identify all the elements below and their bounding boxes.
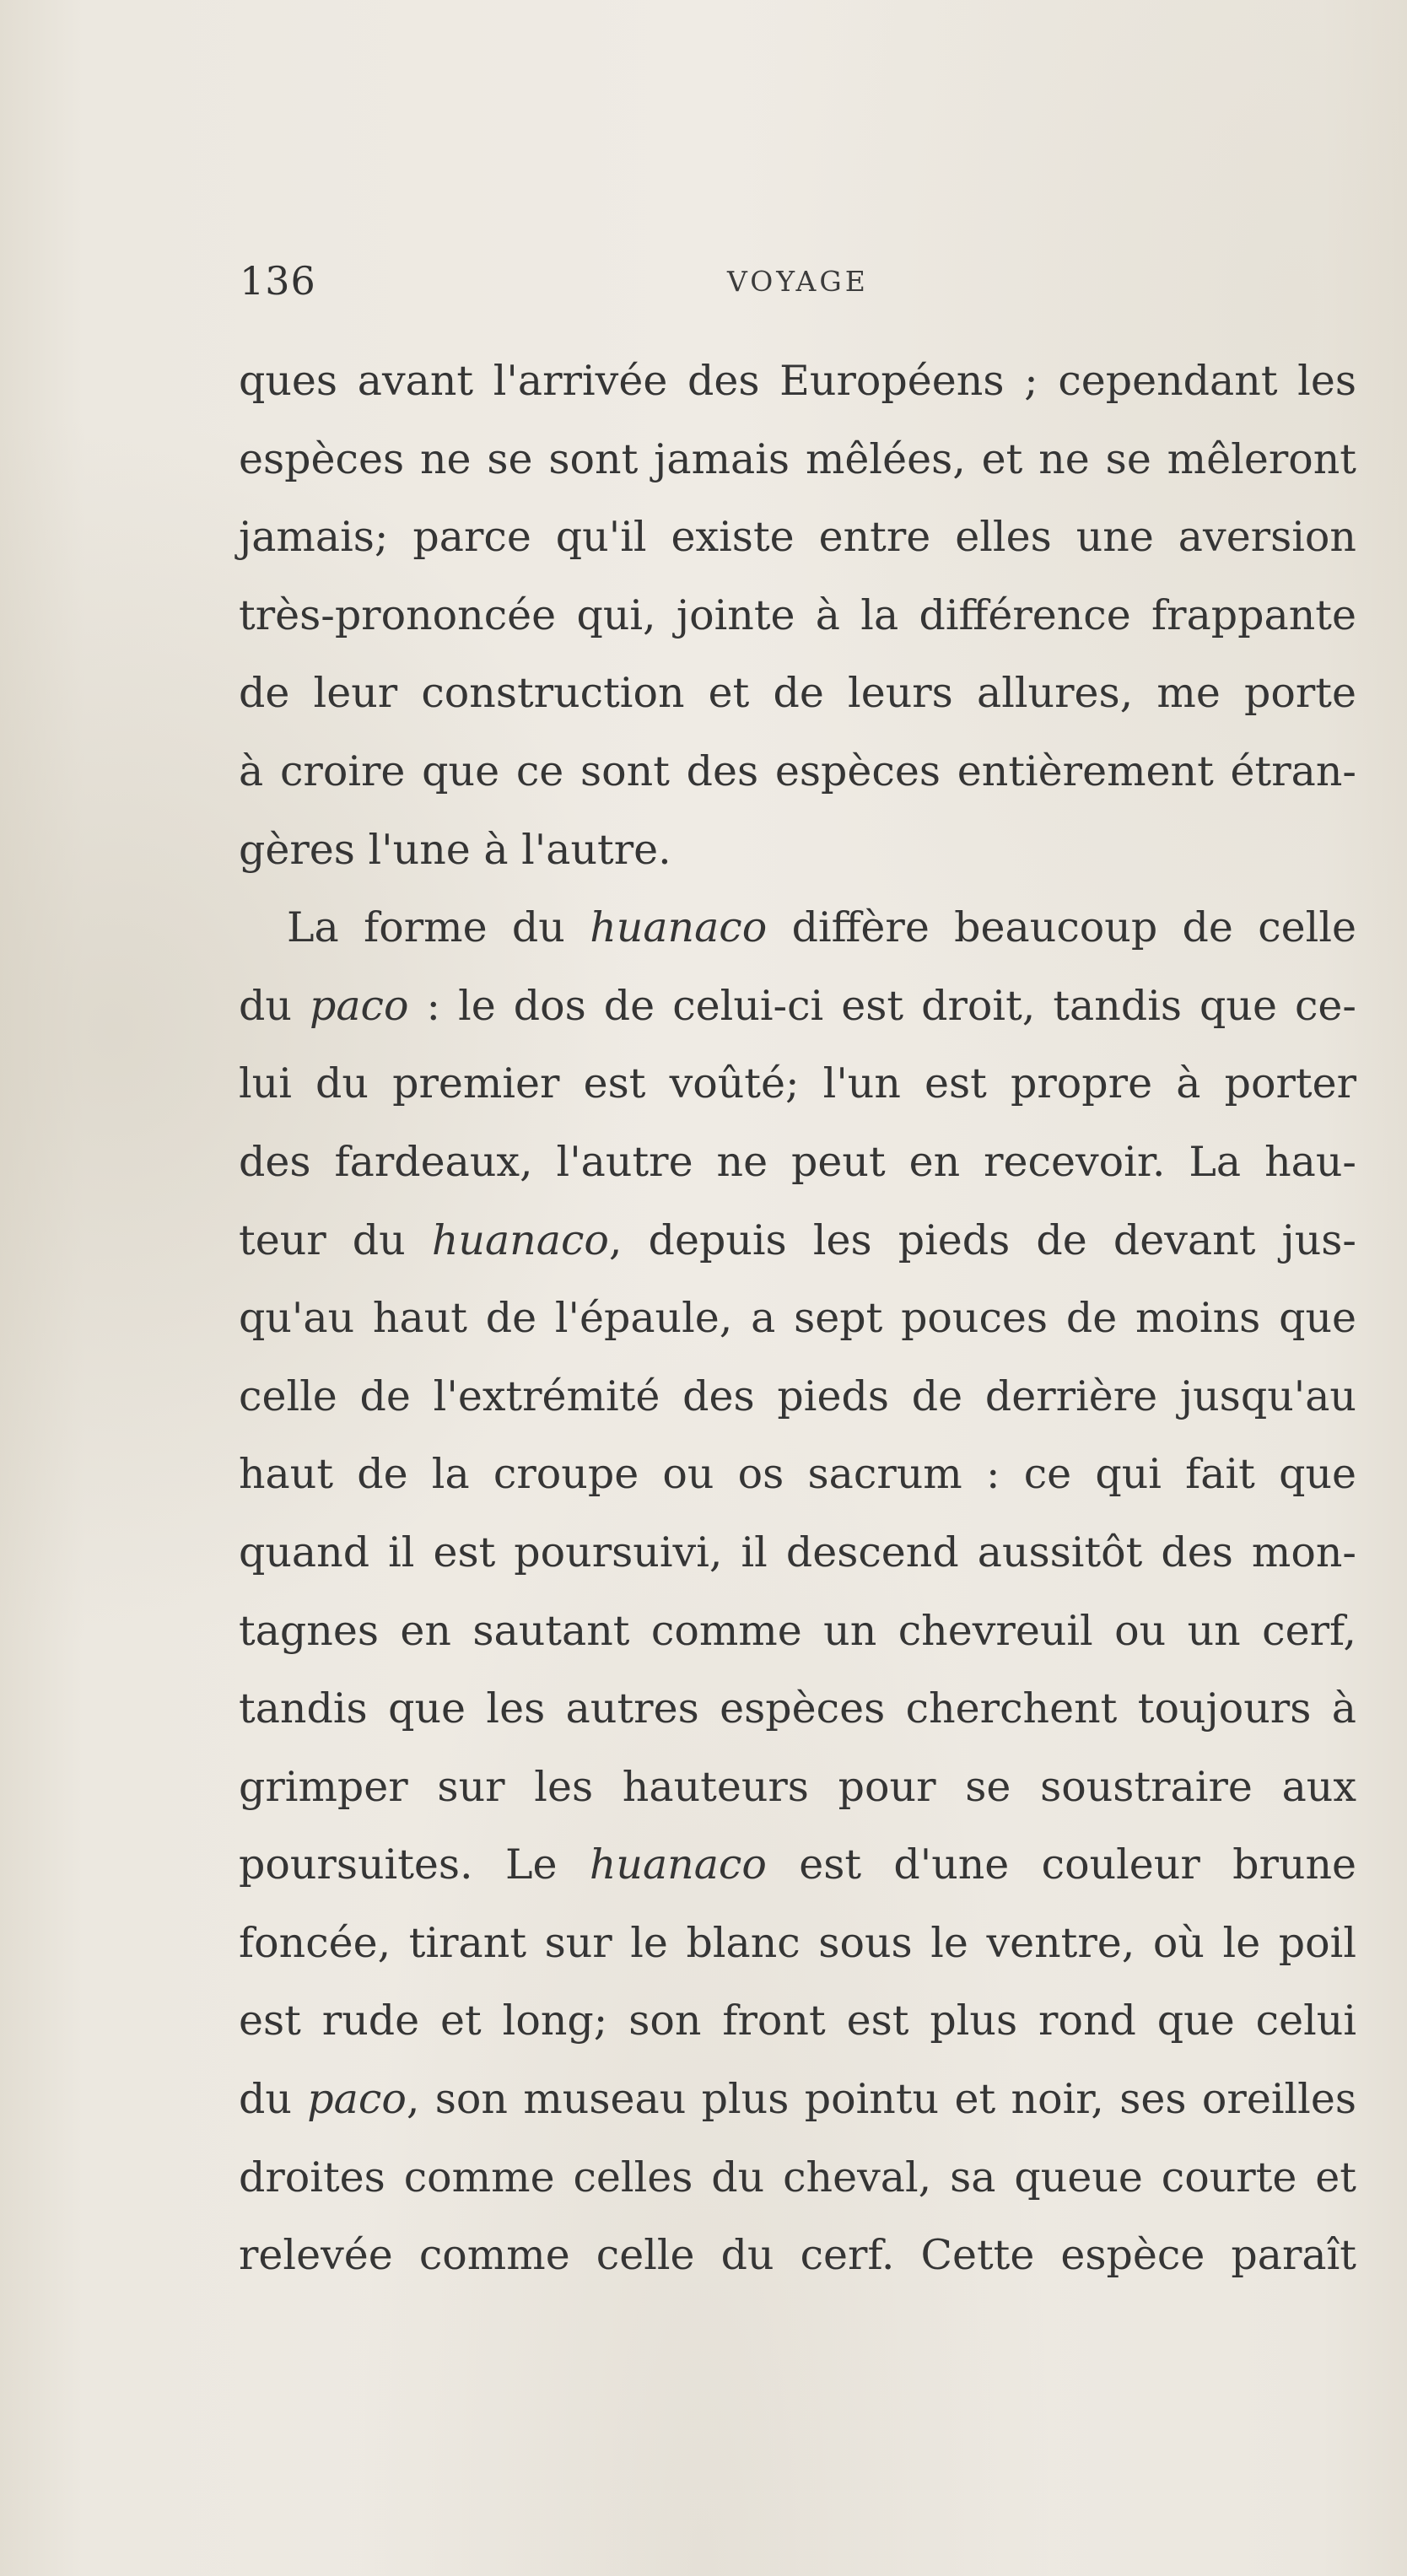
- text-line: tandis que les autres espèces cherchent toujours à: [239, 1684, 1356, 1733]
- text-line: du paco, son museau plus pointu et noir, ses oreilles: [239, 2075, 1356, 2124]
- text-line: qu'au haut de l'épaule, a sept pouces de moins que: [239, 1294, 1356, 1343]
- text-line: foncée, tirant sur le blanc sous le ventre, où le poil: [239, 1918, 1356, 1967]
- running-head: VOYAGE: [727, 265, 869, 298]
- italic-term: huanaco: [590, 903, 768, 952]
- text-line: quand il est poursuivi, il descend aussitôt des mon-: [239, 1528, 1356, 1576]
- text-line: jamais; parce qu'il existe entre elles une aversion: [239, 513, 1356, 562]
- italic-term: huanaco: [589, 1840, 767, 1889]
- paragraph-start-line: La forme du huanaco diffère beaucoup de celle: [287, 903, 1356, 952]
- paragraph-end-line: gères l'une à l'autre.: [239, 825, 671, 874]
- italic-term: paco: [309, 981, 409, 1030]
- text-line: poursuites. Le huanaco est d'une couleur brune: [239, 1840, 1356, 1889]
- text-line: grimper sur les hauteurs pour se soustraire aux: [239, 1762, 1356, 1811]
- italic-term: huanaco: [431, 1215, 609, 1264]
- text-line: de leur construction et de leurs allures, me porte: [239, 669, 1356, 718]
- text-line: relevée comme celle du cerf. Cette espèce paraît: [239, 2231, 1356, 2280]
- text-line: teur du huanaco, depuis les pieds de devant jus-: [239, 1215, 1356, 1264]
- body-text: [239, 342, 1356, 2295]
- text-line: à croire que ce sont des espèces entièrement étran-: [239, 746, 1356, 795]
- text-line: celle de l'extrémité des pieds de derrière jusqu'au: [239, 1372, 1356, 1420]
- text-line: ques avant l'arrivée des Européens ; cependant les: [239, 357, 1356, 405]
- italic-term: paco: [307, 2075, 407, 2124]
- text-line: espèces ne se sont jamais mêlées, et ne se mêleront: [239, 434, 1356, 483]
- text-line: tagnes en sautant comme un chevreuil ou un cerf,: [239, 1606, 1356, 1655]
- page-header: [240, 251, 1355, 310]
- text-line: des fardeaux, l'autre ne peut en recevoir. La hau-: [239, 1137, 1356, 1186]
- text-line: droites comme celles du cheval, sa queue courte et: [239, 2153, 1356, 2201]
- page-number: 136: [240, 258, 316, 304]
- text-line: est rude et long; son front est plus rond que celui: [239, 1997, 1356, 2045]
- text-line: très-prononcée qui, jointe à la différence frappante: [239, 590, 1356, 639]
- text-line: haut de la croupe ou os sacrum : ce qui fait que: [239, 1450, 1356, 1499]
- text-line: du paco : le dos de celui-ci est droit, tandis que ce-: [239, 981, 1356, 1030]
- text-line: lui du premier est voûté; l'un est propre à porter: [239, 1059, 1356, 1108]
